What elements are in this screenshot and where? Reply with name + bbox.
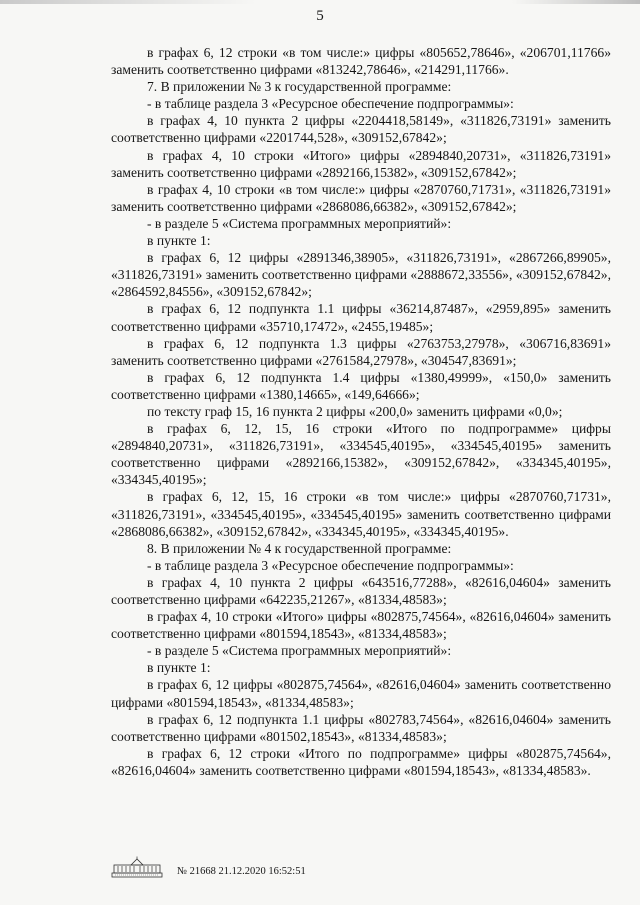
paragraph: в графах 4, 10 строки «в том числе:» цифры «2870760,71731», «311826,73191» заменить соответственно цифрами «2868086,66382», «309152,67842»;	[111, 181, 611, 214]
document-registration-code: № 21668 21.12.2020 16:52:51	[177, 866, 306, 877]
paragraph: в графах 6, 12 подпункта 1.3 цифры «2763753,27978», «306716,83691» заменить соответственно цифрами «2761584,27978», «304547,83691»;	[111, 335, 611, 368]
paragraph: в графах 6, 12 строки «Итого по подпрограмме» цифры «802875,74564», «82616,04604» заменить соответственно цифрами «801594,18543», «81334,48583».	[111, 745, 611, 778]
document-body	[111, 44, 611, 779]
paragraph: в графах 4, 10 пункта 2 цифры «2204418,58149», «311826,73191» заменить соответственно цифрами «2201744,528», «309152,67842»;	[111, 113, 611, 146]
paragraph: в графах 6, 12 цифры «2891346,38905», «311826,73191», «2867266,89905», «311826,73191» заменить соответственно цифрами «2888672,33556», «309152,67842», «2864592,84556», «309152,67842»;	[111, 250, 611, 300]
paragraph: в графах 6, 12 подпункта 1.1 цифры «36214,87487», «2959,895» заменить соответственно цифрами «35710,17472», «2455,19485»;	[111, 301, 611, 334]
page-number: 5	[316, 8, 324, 24]
paragraph: - в разделе 5 «Система программных мероприятий»:	[147, 643, 452, 659]
paragraph: в графах 6, 12, 15, 16 строки «Итого по подпрограмме» цифры «2894840,20731», «311826,73191», «334545,40195», «334545,40195» заменить соответственно цифрами «2892166,15382», «309152,67842», «334345,40195», «334345,40195»;	[111, 421, 611, 488]
paragraph: в графах 4, 10 пункта 2 цифры «643516,77288», «82616,04604» заменить соответственно цифрами «642235,21267», «81334,48583»;	[111, 574, 611, 607]
paragraph: 7. В приложении № 3 к государственной программе:	[147, 79, 452, 95]
paragraph: в графах 6, 12 цифры «802875,74564», «82616,04604» заменить соответственно цифрами «801594,18543», «81334,48583»;	[111, 677, 611, 710]
scan-edge	[0, 0, 640, 4]
paragraph: по тексту граф 15, 16 пункта 2 цифры «200,0» заменить цифрами «0,0»;	[147, 403, 563, 419]
paragraph: в графах 4, 10 строки «Итого» цифры «2894840,20731», «311826,73191» заменить соответственно цифрами «2892166,15382», «309152,67842»;	[111, 147, 611, 180]
paragraph: 8. В приложении № 4 к государственной программе:	[147, 540, 452, 556]
paragraph: - в разделе 5 «Система программных мероприятий»:	[147, 215, 452, 231]
paragraph: - в таблице раздела 3 «Ресурсное обеспечение подпрограммы»:	[147, 96, 514, 112]
paragraph: в графах 6, 12 строки «в том числе:» цифры «805652,78646», «206701,11766» заменить соответственно цифрами «813242,78646», «214291,11766».	[111, 45, 611, 78]
paragraph: в графах 6, 12 подпункта 1.1 цифры «802783,74564», «82616,04604» заменить соответственно цифрами «801502,18543», «81334,48583»;	[111, 711, 611, 744]
paragraph: в графах 6, 12 подпункта 1.4 цифры «1380,49999», «150,0» заменить соответственно цифрами «1380,14665», «149,64666»;	[111, 369, 611, 402]
paragraph: в пункте 1:	[147, 233, 211, 249]
paragraph: в графах 6, 12, 15, 16 строки «в том числе:» цифры «2870760,71731», «311826,73191», «334545,40195», «334545,40195» заменить соответственно цифрами «2868086,66382», «309152,67842», «334345,40195», «334345,40195».	[111, 489, 611, 539]
paragraph: в пункте 1:	[147, 660, 211, 676]
paragraph: в графах 4, 10 строки «Итого» цифры «802875,74564», «82616,04604» заменить соответственно цифрами «801594,18543», «81334,48583»;	[111, 609, 611, 642]
paragraph: - в таблице раздела 3 «Ресурсное обеспечение подпрограммы»:	[147, 557, 514, 573]
government-building-stamp-icon	[111, 856, 163, 878]
footer	[111, 848, 611, 878]
